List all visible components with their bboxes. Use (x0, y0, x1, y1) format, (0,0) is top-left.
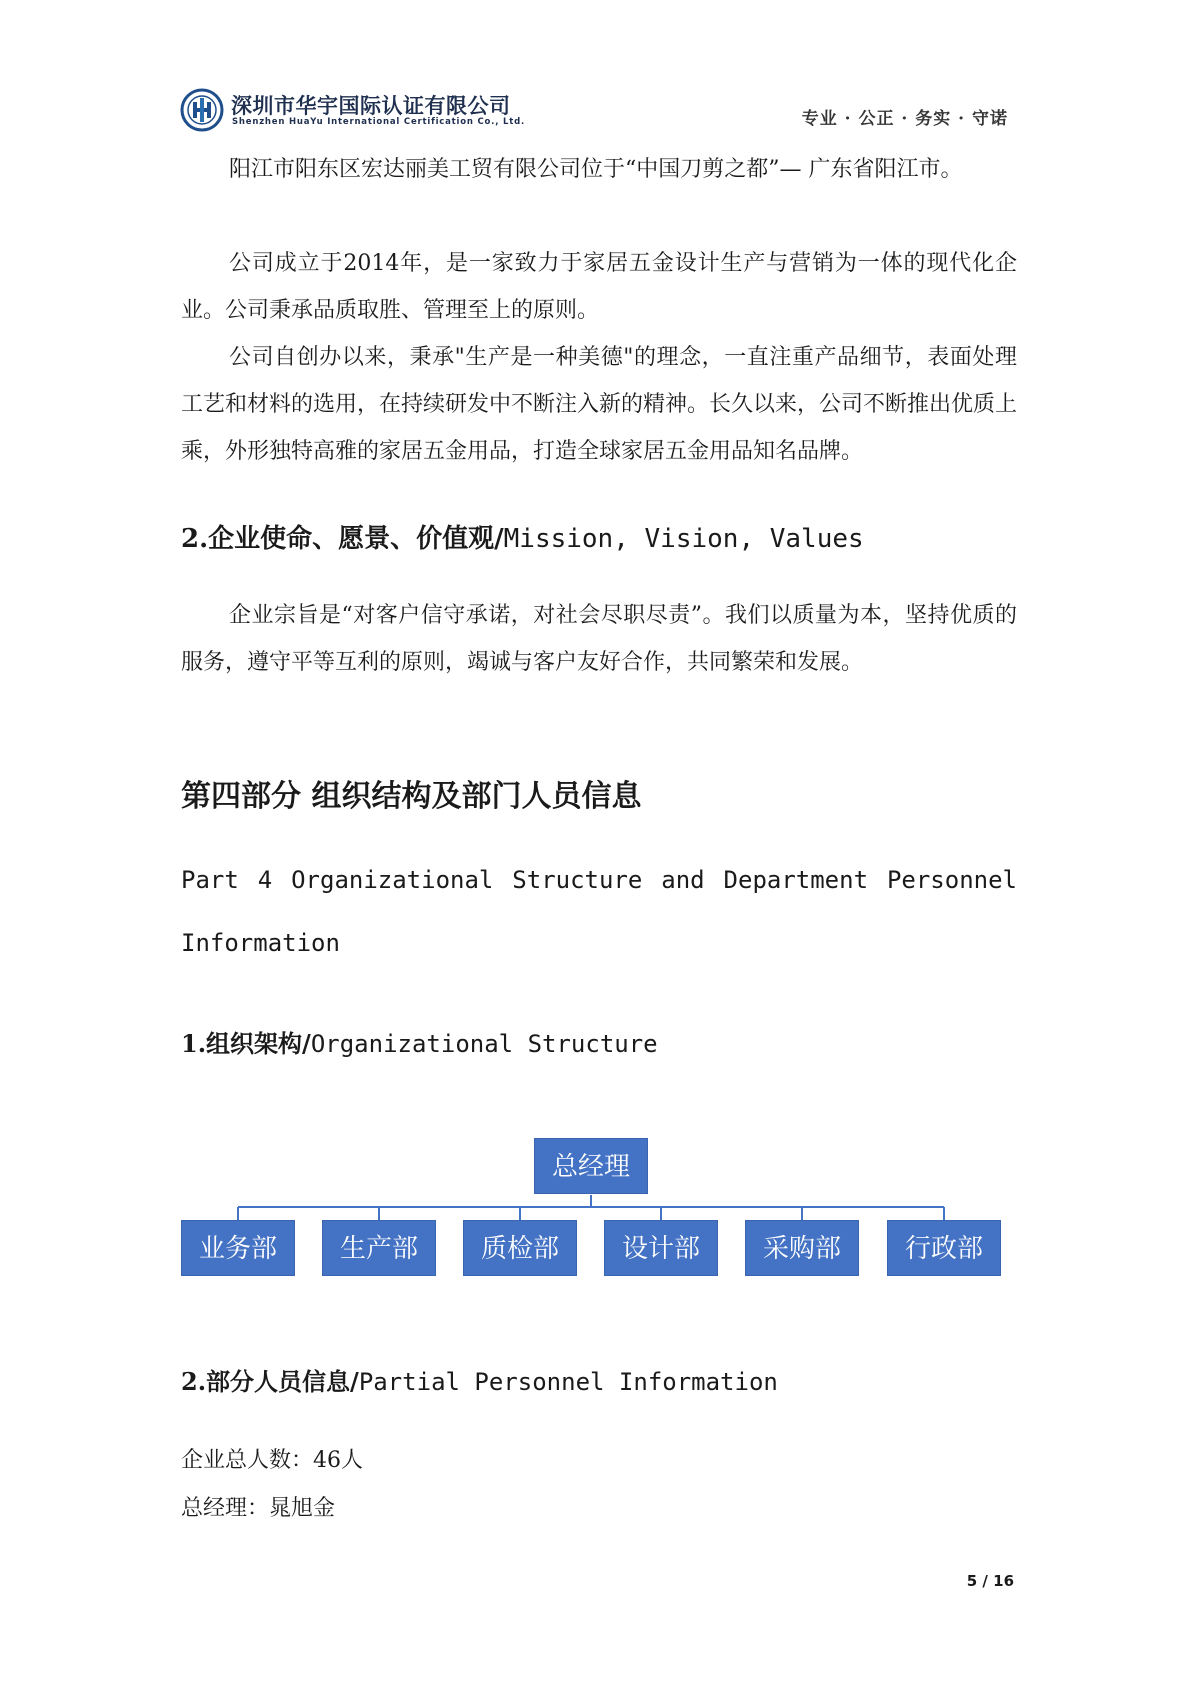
personnel-heading-cn: 2.部分人员信息/ (181, 1367, 359, 1396)
intro-paragraph-2: 公司成立于2014年，是一家致力于家居五金设计生产与营销为一体的现代化企业。公司秉承品质取胜、管理至上的原则。 (181, 251, 1017, 323)
page-number: 5 / 16 (966, 1572, 1014, 1590)
part4-title-en: Part 4 Organizational Structure and Department Personnel (181, 866, 1017, 894)
org-structure-heading-en: Organizational Structure (310, 1030, 658, 1058)
intro-paragraph-1: 阳江市阳东区宏达丽美工贸有限公司位于“中国刀剪之都”— 广东省阳江市。 (229, 157, 963, 182)
org-box-dept: 采购部 (745, 1220, 859, 1276)
general-manager-line (181, 1491, 335, 1522)
org-structure-heading-cn: 1.组织架构/ (181, 1029, 311, 1058)
mission-heading-cn: 2.企业使命、愿景、价值观/ (181, 524, 504, 554)
org-box-root: 总经理 (534, 1138, 648, 1194)
part4-title-cn: 第四部分 组织结构及部门人员信息 (181, 779, 642, 814)
general-manager-value: 晁旭金 (269, 1496, 336, 1521)
mission-heading-en: Mission, Vision, Values (503, 524, 864, 554)
org-box-dept: 业务部 (181, 1220, 295, 1276)
personnel-heading-en: Partial Personnel Information (358, 1368, 778, 1396)
org-box-dept: 生产部 (322, 1220, 436, 1276)
personnel-heading (181, 1362, 778, 1397)
company-motto: 专业 · 公正 · 务实 · 守诺 (801, 109, 1008, 129)
org-box-dept: 质检部 (463, 1220, 577, 1276)
general-manager-label: 总经理： (181, 1496, 270, 1521)
company-name-cn: 深圳市华宇国际认证有限公司 (231, 94, 511, 118)
total-staff-value: 46人 (313, 1448, 364, 1473)
mission-paragraph: 企业宗旨是“对客户信守承诺，对社会尽职尽责”。我们以质量为本，坚持优质的服务，遵守平等互利的原则，竭诚与客户友好合作，共同繁荣和发展。 (181, 603, 1017, 675)
org-box-dept: 设计部 (604, 1220, 718, 1276)
org-box-dept: 行政部 (887, 1220, 1001, 1276)
company-name-en: Shenzhen HuaYu International Certification Co., Ltd. (232, 117, 525, 127)
part4-title-en-line2: Information (181, 929, 340, 957)
total-staff-line (181, 1443, 363, 1474)
intro-paragraph-3: 公司自创办以来，秉承"生产是一种美德"的理念，一直注重产品细节，表面处理工艺和材料的选用，在持续研发中不断注入新的精神。长久以来，公司不断推出优质上乘，外形独特高雅的家居五金用品，打造全球家居五金用品知名品牌。 (181, 345, 1018, 464)
total-staff-label: 企业总人数： (181, 1448, 314, 1473)
